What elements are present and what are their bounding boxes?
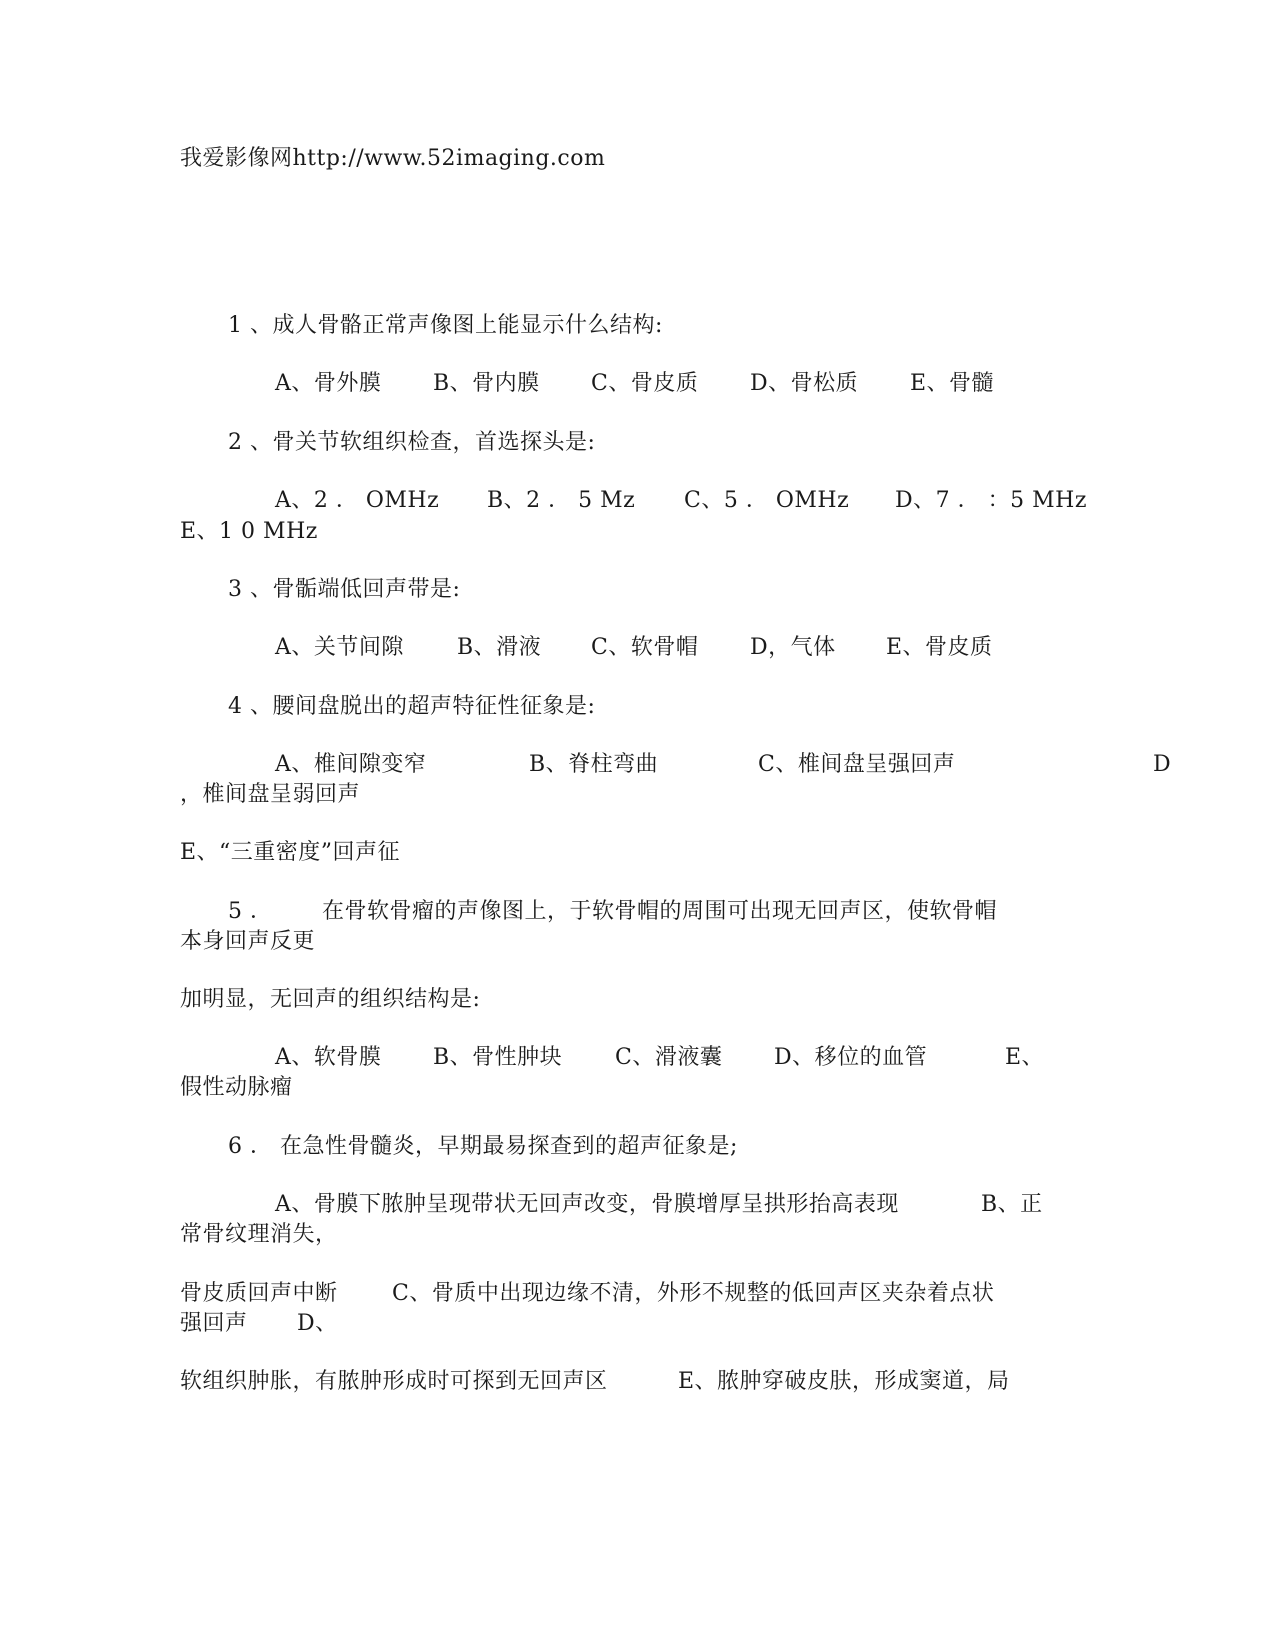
question-6-option-b: B、正	[981, 1192, 1043, 1217]
question-1: 1 、成人骨骼正常声像图上能显示什么结构:	[228, 313, 663, 338]
option-a: A、关节间隙	[275, 635, 404, 660]
option-d: D、移位的血管	[774, 1045, 928, 1070]
question-6-option-a: A、骨膜下脓肿呈现带状无回声改变，骨膜增厚呈拱形抬高表现	[275, 1192, 899, 1217]
question-6-option-b-continued: 常骨纹理消失，	[180, 1222, 338, 1247]
question-6: 6 ． 在急性骨髓炎，早期最易探查到的超声征象是;	[228, 1134, 738, 1159]
question-5-continued: 本身回声反更	[180, 929, 316, 954]
option-b: B、骨内膜	[433, 371, 540, 396]
option-e: E、骨髓	[910, 371, 995, 396]
question-6-option-d-continued: 软组织肿胀，有脓肿形成时可探到无回声区	[180, 1369, 608, 1394]
question-6-option-c-continued: 强回声	[180, 1311, 248, 1336]
option-d: D，气体	[750, 635, 836, 660]
option-a: A、2 ． OMHz	[275, 488, 440, 513]
option-d: D	[1153, 752, 1172, 777]
question-5: 在骨软骨瘤的声像图上，于软骨帽的周围可出现无回声区，使软骨帽	[322, 899, 998, 924]
question-5-number: 5 ．	[228, 899, 273, 924]
option-a: A、软骨膜	[275, 1045, 382, 1070]
option-c: C、滑液囊	[615, 1045, 723, 1070]
option-e: E、1 0 MHz	[180, 519, 318, 544]
option-d-continued: ，椎间盘呈弱回声	[180, 782, 361, 807]
question-4: 4 、腰间盘脱出的超声特征性征象是:	[228, 694, 596, 719]
site-header: 我爱影像网http://www.52imaging.com	[180, 146, 606, 171]
option-a: A、椎间隙变窄	[275, 752, 427, 777]
question-6-option-e: E、脓肿穿破皮肤，形成窦道，局	[678, 1369, 1010, 1394]
option-e: E、骨皮质	[886, 635, 993, 660]
question-6-option-d: D、	[297, 1311, 338, 1336]
option-d: D、骨松质	[750, 371, 859, 396]
option-e: E、	[1005, 1045, 1045, 1070]
option-b: B、骨性肿块	[433, 1045, 563, 1070]
option-c: C、椎间盘呈强回声	[758, 752, 956, 777]
option-c: C、5 ． OMHz	[684, 488, 850, 513]
question-5-continued-2: 加明显，无回声的组织结构是:	[180, 987, 481, 1012]
question-2: 2 、骨关节软组织检查，首选探头是:	[228, 430, 596, 455]
question-3: 3 、骨骺端低回声带是:	[228, 577, 461, 602]
option-b: B、2 ． 5 Mz	[487, 488, 636, 513]
option-b: B、脊柱弯曲	[529, 752, 659, 777]
option-c: C、软骨帽	[591, 635, 699, 660]
option-c: C、骨皮质	[591, 371, 699, 396]
question-6-option-b-continued-2: 骨皮质回声中断	[180, 1281, 338, 1306]
option-d: D、7 ． ：5 MHz	[895, 488, 1087, 513]
option-b: B、滑液	[457, 635, 542, 660]
option-a: A、骨外膜	[275, 371, 382, 396]
option-e: E、“三重密度”回声征	[180, 840, 401, 865]
option-e-continued: 假性动脉瘤	[180, 1075, 293, 1100]
question-6-option-c: C、骨质中出现边缘不清，外形不规整的低回声区夹杂着点状	[392, 1281, 995, 1306]
